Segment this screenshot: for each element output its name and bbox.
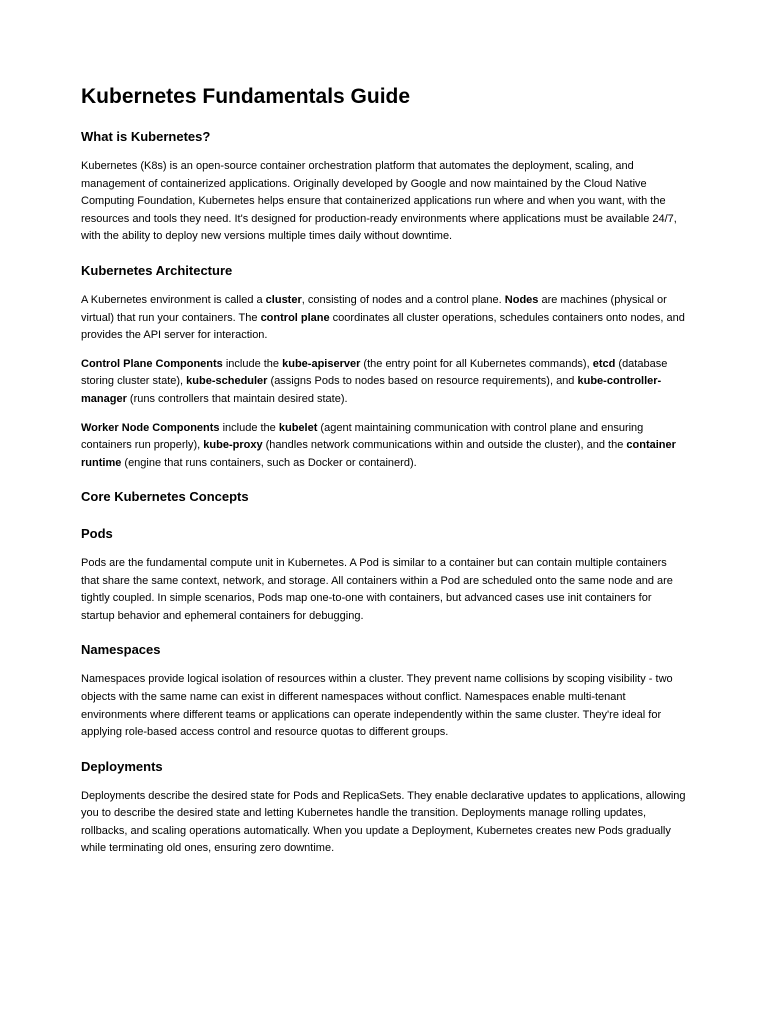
term-kubelet: kubelet [278, 421, 318, 434]
section-namespaces [81, 642, 688, 741]
paragraph: Pods are the fundamental compute unit in Kubernetes. A Pod is similar to a container but can contain multiple containers that share the same context, network, and storage. All containers within a Pod are scheduled onto the same node and are tightly coupled. In simple scenarios, Pods map one-to-one with containers, but advanced cases use init containers for startup behavior and ephemeral containers for debugging. [81, 557, 673, 622]
text: (runs controllers that maintain desired state). [126, 392, 348, 405]
text: (engine that runs containers, such as Docker or containerd). [121, 456, 417, 469]
text: (assigns Pods to nodes based on resource requirements), and [267, 375, 578, 388]
paragraph: Namespaces provide logical isolation of resources within a cluster. They prevent name collisions by scoping visibility - two objects with the same name can exist in different namespaces without conflict. Namespaces enable multi-tenant environments where different teams or applications can operate independently within the same cluster. They're ideal for applying role-based access control and resource quotas to different groups. [81, 673, 673, 739]
text: coordinates all cluster operations, schedules containers onto nodes, and provides the API server for interaction. [81, 311, 685, 342]
section-heading: Namespaces [81, 642, 161, 658]
text: , consisting of nodes and a control plane. [301, 293, 505, 306]
term-control-plane: control plane [260, 311, 330, 324]
term-kube-proxy: kube-proxy [203, 439, 263, 452]
term-container-runtime: container runtime [81, 439, 676, 469]
section-heading: Pods [81, 526, 113, 542]
term-etcd: etcd [592, 357, 616, 370]
term-kube-apiserver: kube-apiserver [282, 357, 361, 370]
paragraph-control-plane-components [81, 356, 688, 409]
section-heading: Deployments [81, 758, 163, 774]
text: (the entry point for all Kubernetes commands), [360, 357, 593, 370]
term-control-plane-components: Control Plane Components [81, 357, 223, 370]
text: (agent maintaining communication with control plane and ensuring containers run properly), [81, 421, 644, 452]
section-what-is-kubernetes [81, 129, 688, 246]
term-nodes: Nodes [504, 293, 539, 306]
term-kube-controller-manager: kube-controller-manager [81, 375, 662, 405]
section-core-concepts [81, 489, 688, 506]
term-kube-scheduler: kube-scheduler [186, 375, 268, 388]
paragraph-cluster [81, 292, 688, 345]
paragraph-worker-node-components [81, 420, 688, 473]
text: A Kubernetes environment is called a [81, 293, 266, 306]
text: include the [222, 357, 283, 370]
section-pods [81, 526, 688, 625]
section-heading: Core Kubernetes Concepts [81, 489, 249, 505]
text: (database storing cluster state), [81, 357, 668, 388]
section-heading: What is Kubernetes? [81, 129, 211, 145]
document-title: Kubernetes Fundamentals Guide [81, 85, 411, 108]
text: include the [219, 421, 279, 434]
term-worker-node-components: Worker Node Components [81, 421, 220, 434]
term-cluster: cluster [265, 293, 302, 306]
section-heading: Kubernetes Architecture [81, 263, 233, 279]
text: (handles network communications within and outside the cluster), and the [262, 439, 627, 452]
section-deployments [81, 759, 688, 858]
paragraph: Deployments describe the desired state for Pods and ReplicaSets. They enable declarative updates to applications, allowing you to describe the desired state and letting Kubernetes handle the transition. Deployments manage rolling updates, rollbacks, and scaling operations automatically. When you update a Deployment, Kubernetes creates new Pods gradually while terminating old ones, ensuring zero downtime. [81, 789, 686, 855]
section-architecture [81, 263, 688, 472]
text: are machines (physical or virtual) that run your containers. The [81, 293, 667, 324]
paragraph: Kubernetes (K8s) is an open-source container orchestration platform that automates the deployment, scaling, and management of containerized applications. Originally developed by Google and now maintained by the Cloud Native Computing Foundation, Kubernetes helps ensure that containerized applications run where and when you want, with the resources and tools they need. It's designed for production-ready environments where applications must be available 24/7, with the ability to deploy new versions multiple times daily without downtime. [81, 160, 677, 243]
